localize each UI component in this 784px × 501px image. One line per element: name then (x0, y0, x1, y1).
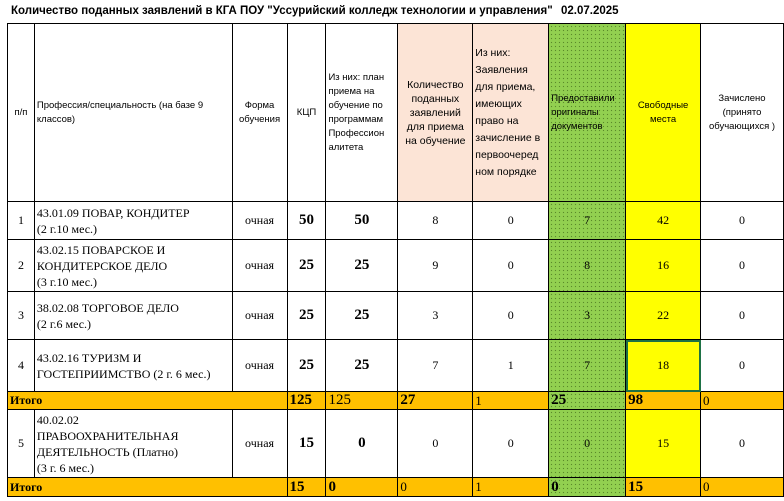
cell-enrolled[interactable]: 0 (701, 240, 784, 292)
header-plan[interactable]: Из них: план приема на обучение по программам Профессион алитета (326, 24, 398, 202)
cell-num[interactable]: 5 (8, 410, 35, 478)
header-priority[interactable]: Из них: Заявления для приема, имеющих право на зачисление в первоочеред ном порядке (473, 24, 549, 202)
cell-profession[interactable]: 43.01.09 ПОВАР, КОНДИТЕР (2 г.10 мес.) (34, 202, 232, 240)
total-kcp[interactable]: 15 (287, 478, 326, 497)
cell-applications[interactable]: 9 (398, 240, 473, 292)
cell-enrolled[interactable]: 0 (701, 410, 784, 478)
total-row (8, 478, 784, 497)
total-priority[interactable]: 1 (473, 478, 549, 497)
table-row (8, 410, 784, 478)
cell-priority[interactable]: 1 (473, 340, 549, 392)
cell-priority[interactable]: 0 (473, 202, 549, 240)
cell-priority[interactable]: 0 (473, 292, 549, 340)
table-row (8, 292, 784, 340)
cell-form[interactable]: очная (232, 410, 287, 478)
cell-free[interactable]: 16 (626, 240, 701, 292)
cell-num[interactable]: 2 (8, 240, 35, 292)
header-free[interactable]: Свободные места (626, 24, 701, 202)
cell-originals[interactable]: 7 (549, 340, 626, 392)
cell-profession[interactable]: 40.02.02 ПРАВООХРАНИТЕЛЬНАЯ ДЕЯТЕЛЬНОСТЬ (Платно) (3 г. 6 мес.) (34, 410, 232, 478)
cell-profession[interactable]: 43.02.16 ТУРИЗМ И ГОСТЕПРИИМСТВО (2 г. 6 мес.) (34, 340, 232, 392)
cell-plan[interactable]: 0 (326, 410, 398, 478)
total-row (8, 392, 784, 410)
header-enrolled[interactable]: Зачислено (принято обучающихся ) (701, 24, 784, 202)
cell-applications[interactable]: 0 (398, 410, 473, 478)
header-row (8, 24, 784, 202)
header-kcp[interactable]: КЦП (287, 24, 326, 202)
cell-free[interactable]: 42 (626, 202, 701, 240)
total-free[interactable]: 98 (626, 392, 701, 410)
cell-num[interactable]: 4 (8, 340, 35, 392)
cell-originals[interactable]: 0 (549, 410, 626, 478)
cell-kcp[interactable]: 25 (287, 340, 326, 392)
cell-originals[interactable]: 8 (549, 240, 626, 292)
total-applications[interactable]: 0 (398, 478, 473, 497)
cell-priority[interactable]: 0 (473, 410, 549, 478)
total-enrolled[interactable]: 0 (701, 478, 784, 497)
cell-profession[interactable]: 43.02.15 ПОВАРСКОЕ И КОНДИТЕРСКОЕ ДЕЛО (3 г.10 мес.) (34, 240, 232, 292)
total-applications[interactable]: 27 (398, 392, 473, 410)
cell-kcp[interactable]: 25 (287, 240, 326, 292)
header-applications[interactable]: Количество поданных заявлений для приема на обучение (398, 24, 473, 202)
sheet-title[interactable]: Количество поданных заявлений в КГА ПОУ "Уссурийский колледж технологии и управления" (11, 5, 553, 17)
cell-num[interactable]: 1 (8, 202, 35, 240)
cell-kcp[interactable]: 25 (287, 292, 326, 340)
sheet-title-row (0, 0, 784, 22)
total-free[interactable]: 15 (626, 478, 701, 497)
cell-enrolled[interactable]: 0 (701, 202, 784, 240)
table-row (8, 340, 784, 392)
cell-plan[interactable]: 25 (326, 340, 398, 392)
cell-enrolled[interactable]: 0 (701, 340, 784, 392)
header-originals[interactable]: Предоставили оригиналы документов (549, 24, 626, 202)
total-label[interactable]: Итого (8, 478, 288, 497)
cell-applications[interactable]: 7 (398, 340, 473, 392)
cell-enrolled[interactable]: 0 (701, 292, 784, 340)
cell-kcp[interactable]: 50 (287, 202, 326, 240)
cell-plan[interactable]: 25 (326, 240, 398, 292)
cell-priority[interactable]: 0 (473, 240, 549, 292)
total-originals[interactable]: 0 (549, 478, 626, 497)
cell-form[interactable]: очная (232, 340, 287, 392)
cell-free[interactable]: 15 (626, 410, 701, 478)
total-kcp[interactable]: 125 (287, 392, 326, 410)
cell-originals[interactable]: 7 (549, 202, 626, 240)
total-plan[interactable]: 0 (326, 478, 398, 497)
header-profession[interactable]: Профессия/специальность (на базе 9 классов) (34, 24, 232, 202)
cell-applications[interactable]: 3 (398, 292, 473, 340)
cell-num[interactable]: 3 (8, 292, 35, 340)
cell-free[interactable]: 22 (626, 292, 701, 340)
table-row (8, 202, 784, 240)
header-num[interactable]: п/п (8, 24, 35, 202)
cell-form[interactable]: очная (232, 240, 287, 292)
cell-profession[interactable]: 38.02.08 ТОРГОВОЕ ДЕЛО (2 г.6 мес.) (34, 292, 232, 340)
table-row (8, 240, 784, 292)
cell-free-selected[interactable]: 18 (626, 340, 701, 392)
cell-plan[interactable]: 50 (326, 202, 398, 240)
cell-originals[interactable]: 3 (549, 292, 626, 340)
total-originals[interactable]: 25 (549, 392, 626, 410)
applications-table (7, 23, 784, 497)
cell-plan[interactable]: 25 (326, 292, 398, 340)
report-date[interactable]: 02.07.2025 (561, 5, 619, 17)
total-label[interactable]: Итого (8, 392, 288, 410)
cell-applications[interactable]: 8 (398, 202, 473, 240)
total-priority[interactable]: 1 (473, 392, 549, 410)
total-enrolled[interactable]: 0 (701, 392, 784, 410)
total-plan[interactable]: 125 (326, 392, 398, 410)
cell-form[interactable]: очная (232, 292, 287, 340)
header-form[interactable]: Форма обучения (232, 24, 287, 202)
cell-kcp[interactable]: 15 (287, 410, 326, 478)
cell-form[interactable]: очная (232, 202, 287, 240)
